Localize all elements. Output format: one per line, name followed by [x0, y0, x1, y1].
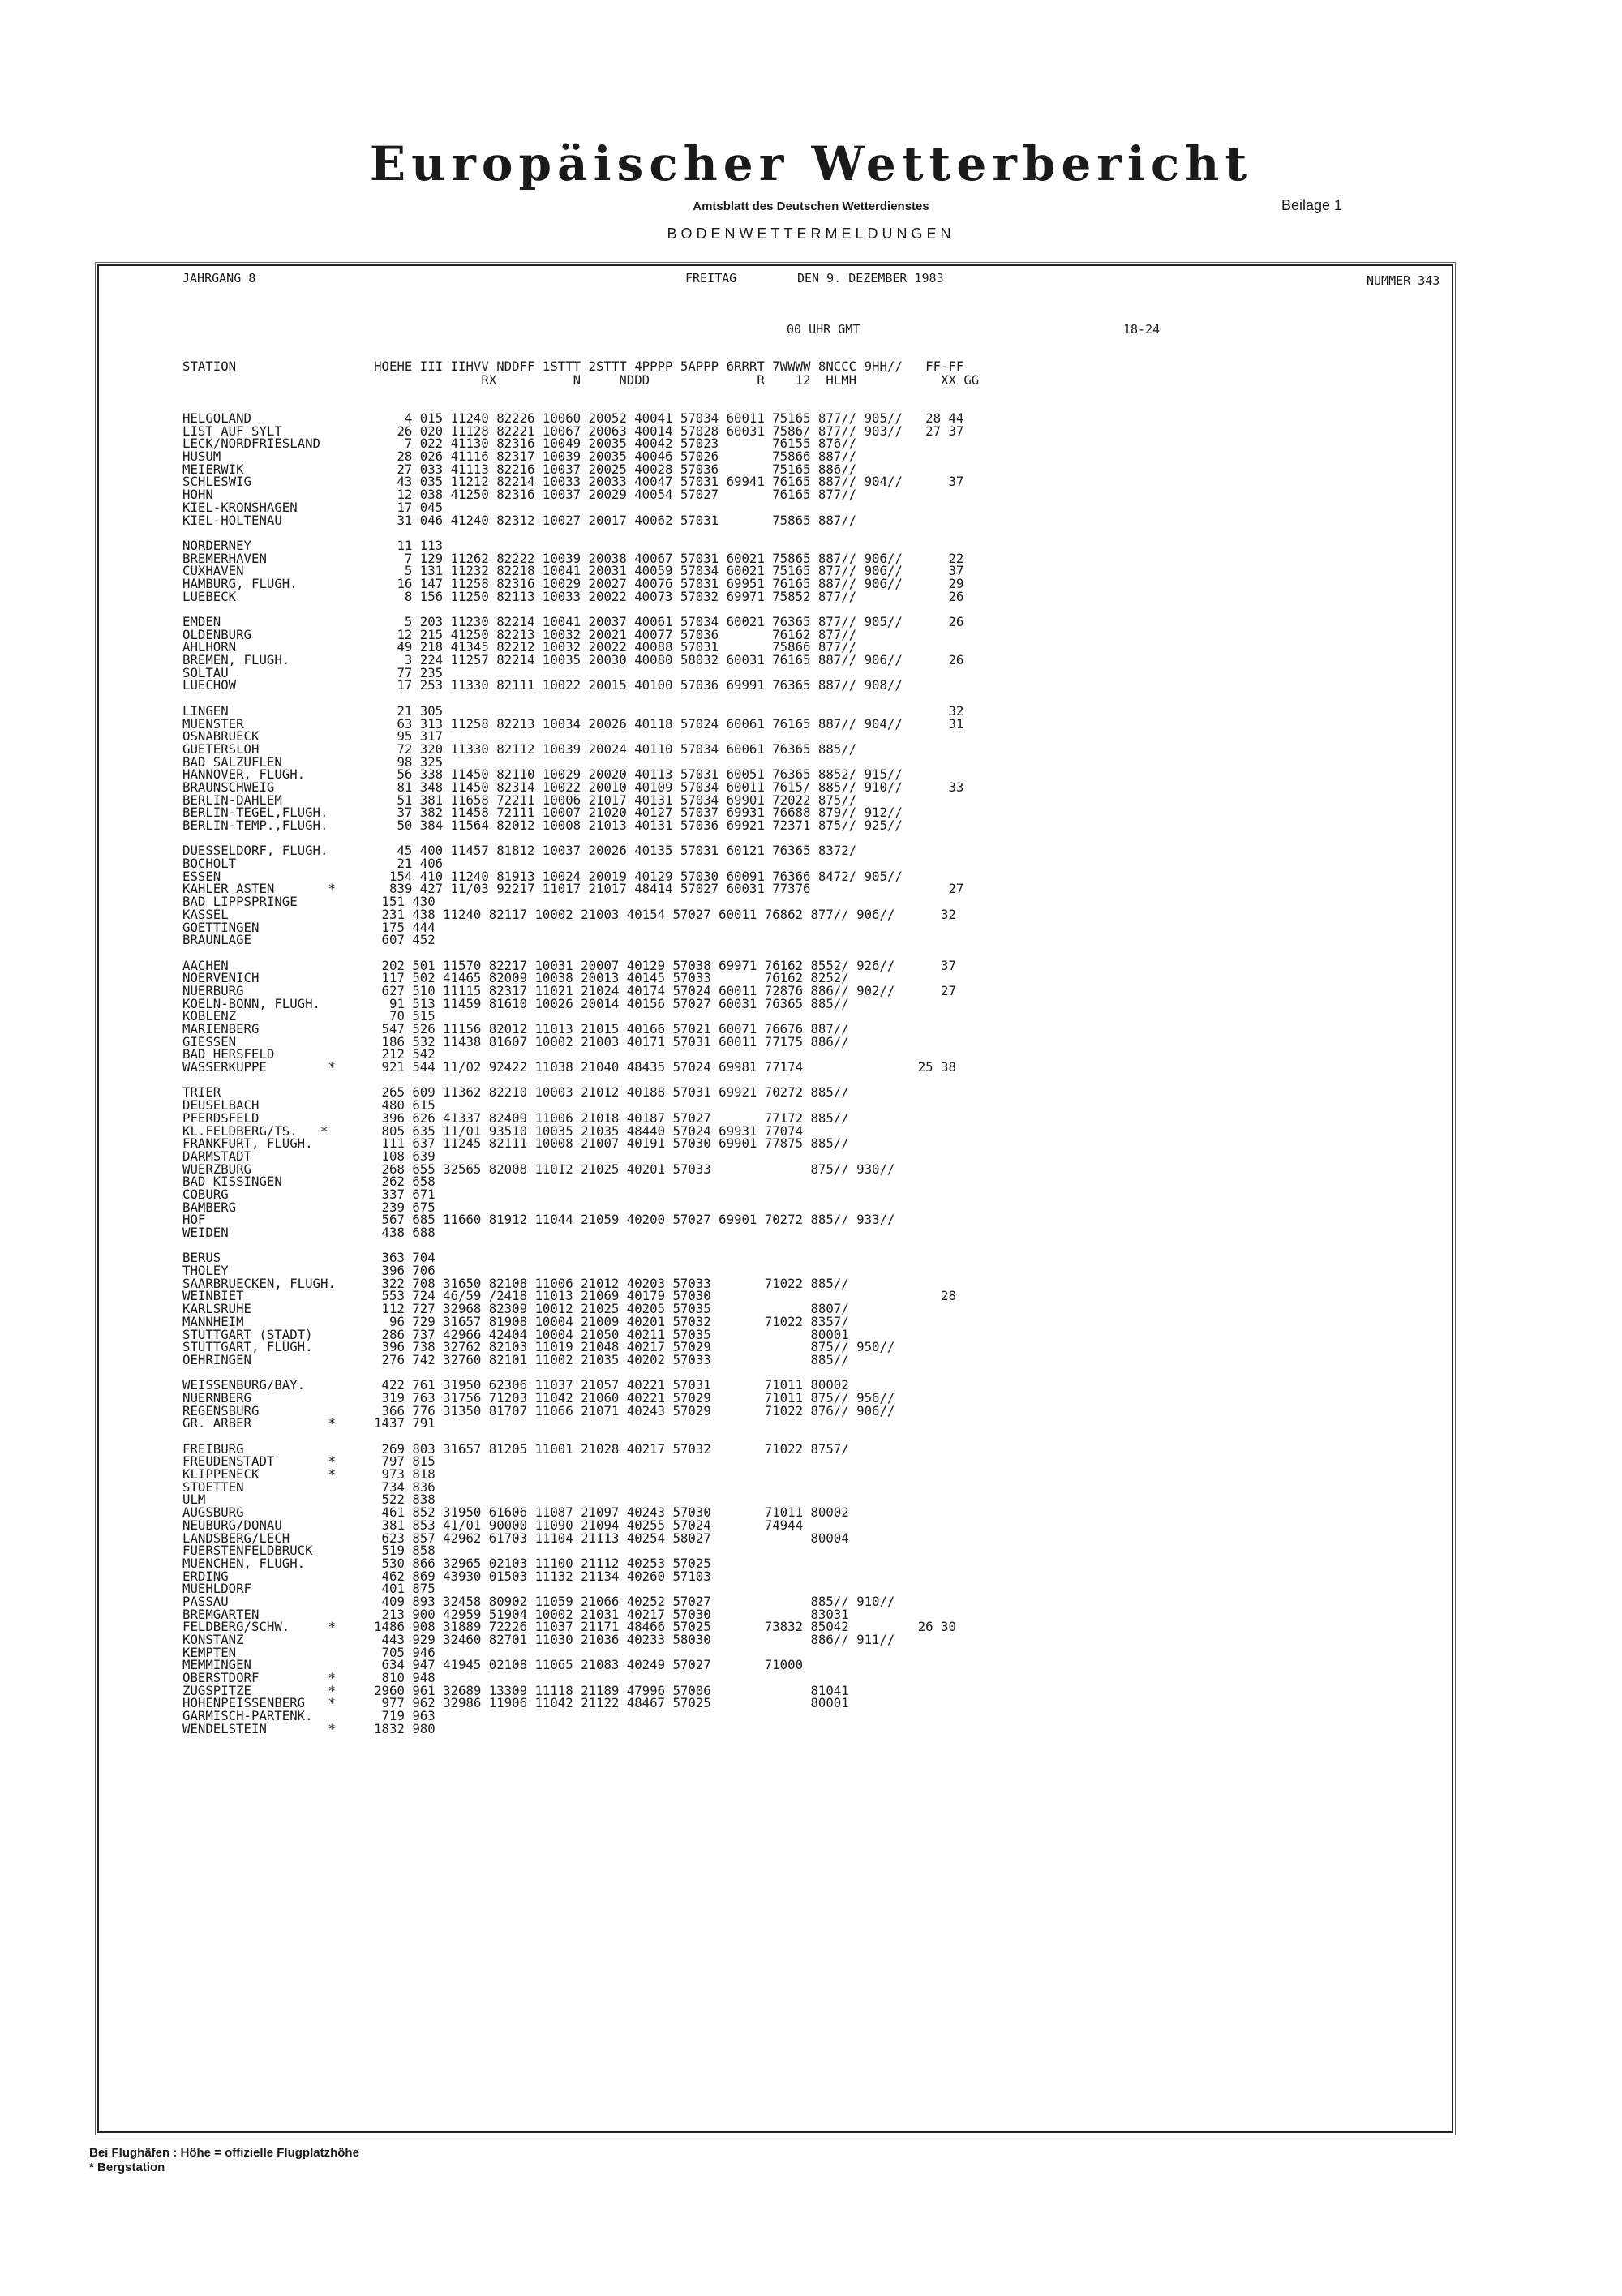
- table-row: BREMEN, FLUGH. 3 224 11257 82214 10035 20030 40080 58032 60031 76165 887// 906// 26: [182, 652, 964, 668]
- table-row: LUECHOW 17 253 11330 82111 10022 20015 40100 57036 69991 76365 887// 908//: [182, 677, 903, 693]
- table-row: DEUSELBACH 480 615: [182, 1097, 436, 1114]
- table-row: GR. ARBER * 1437 791: [182, 1415, 436, 1431]
- table-row: CUXHAVEN 5 131 11232 82218 10041 20031 40059 57034 60021 75165 877// 906// 37: [182, 563, 964, 579]
- table-row: DUESSELDORF, FLUGH. 45 400 11457 81812 10037 20026 40135 57031 60121 76365 8372/: [182, 843, 857, 859]
- table-row: GIESSEN 186 532 11438 81607 10002 21003 40171 57031 60011 77175 886//: [182, 1033, 849, 1049]
- table-row: BAD LIPPSPRINGE 151 430: [182, 894, 436, 910]
- table-row: WEINBIET 553 724 46/59 /2418 11013 21069 40179 57030 28: [182, 1288, 956, 1304]
- table-row: KIEL-KRONSHAGEN 17 045: [182, 499, 444, 515]
- table-row: STUTTGART, FLUGH. 396 738 32762 82103 11019 21048 40217 57029 875// 950//: [182, 1339, 895, 1355]
- table-row: KAHLER ASTEN * 839 427 11/03 92217 11017 21017 48414 57027 60031 77376 27: [182, 881, 964, 897]
- table-row: WEIDEN 438 688: [182, 1225, 436, 1240]
- table-row: EMDEN 5 203 11230 82214 10041 20037 40061 57034 60021 76365 877// 905// 26: [182, 614, 964, 629]
- table-row: BERLIN-TEMP.,FLUGH. 50 384 11564 82012 10008 21013 40131 57036 69921 72371 875// 925//: [182, 818, 903, 833]
- table-row: BERLIN-TEGEL,FLUGH. 37 382 11458 72111 10007 21020 40127 57037 69931 76688 879// 912//: [182, 805, 903, 821]
- station-table: [182, 412, 1431, 1736]
- table-row: AHLHORN 49 218 41345 82212 10032 20022 40088 57031 75866 877//: [182, 639, 857, 655]
- table-row: AUGSBURG 461 852 31950 61606 11087 21097 40243 57030 71011 80002: [182, 1504, 849, 1521]
- table-row: GOETTINGEN 175 444: [182, 919, 436, 935]
- table-row: OBERSTDORF * 810 948: [182, 1670, 436, 1686]
- period-label: 18-24: [1123, 322, 1161, 337]
- table-row: NUERNBERG 319 763 31756 71203 11042 21060 40221 57029 71011 875// 956//: [182, 1389, 895, 1405]
- table-row: SCHLESWIG 43 035 11212 82214 10033 20033 40047 57031 69941 76165 887// 904// 37: [182, 474, 964, 490]
- table-row: KEMPTEN 705 946: [182, 1644, 436, 1660]
- page-title: Europäischer Wetterbericht: [369, 136, 1253, 191]
- table-header-row-1: STATION HOEHE III IIHVV NDDFF 1STTT 2STTT 4PPPP 5APPP 6RRRT 7WWWW 8NCCC 9HH// FF-FF: [182, 358, 964, 374]
- footnote-mountain-station: * Bergstation: [89, 2161, 165, 2174]
- footnote-airport: Bei Flughäfen : Höhe = offizielle Flugplatzhöhe: [89, 2146, 359, 2160]
- observation-time: 00 UHR GMT: [787, 322, 860, 337]
- table-row: HOHENPEISSENBERG * 977 962 32986 11906 11042 21122 48467 57025 80001: [182, 1695, 849, 1711]
- table-row: NORDERNEY 11 113: [182, 537, 444, 553]
- table-row: MANNHEIM 96 729 31657 81908 10004 21009 40201 57032 71022 8357/: [182, 1313, 849, 1329]
- date-label: DEN 9. DEZEMBER 1983: [797, 271, 944, 285]
- table-row: STOETTEN 734 836: [182, 1478, 436, 1495]
- table-header-row-2: RX N NDDD R 12 HLMH XX GG: [182, 372, 980, 388]
- table-row: KIEL-HOLTENAU 31 046 41240 82312 10027 20017 40062 57031 75865 887//: [182, 512, 857, 528]
- table-row: LIST AUF SYLT 26 020 11128 82221 10067 20063 40014 57028 60031 7586/ 877// 903// 27 37: [182, 423, 964, 439]
- table-row: SOLTAU 77 235: [182, 664, 444, 680]
- table-row: PFERDSFELD 396 626 41337 82409 11006 21018 40187 57027 77172 885//: [182, 1109, 849, 1126]
- table-row: WENDELSTEIN * 1832 980: [182, 1720, 436, 1736]
- table-row: FREUDENSTADT * 797 815: [182, 1453, 436, 1470]
- table-row: KASSEL 231 438 11240 82117 10002 21003 40154 57027 60011 76862 877// 906// 32: [182, 906, 956, 922]
- table-row: KARLSRUHE 112 727 32968 82309 10012 21025 40205 57035 8807/: [182, 1301, 849, 1317]
- table-row: LUEBECK 8 156 11250 82113 10033 20022 40073 57032 69971 75852 877// 26: [182, 588, 964, 604]
- table-row: KL.FELDBERG/TS. * 805 635 11/01 93510 10035 21035 48440 57024 69931 77074: [182, 1122, 804, 1139]
- table-row: GARMISCH-PARTENK. 719 963: [182, 1708, 436, 1724]
- table-row: GUETERSLOH 72 320 11330 82112 10039 20024 40110 57034 60061 76365 885//: [182, 740, 857, 757]
- table-row: BREMGARTEN 213 900 42959 51904 10002 21031 40217 57030 83031: [182, 1606, 849, 1622]
- table-row: FELDBERG/SCHW. * 1486 908 31889 72226 11037 21171 48466 57025 73832 85042 26 30: [182, 1619, 956, 1635]
- table-row: MUENSTER 63 313 11258 82213 10034 20026 40118 57024 60061 76165 887// 904// 31: [182, 715, 964, 732]
- table-row: KLIPPENECK * 973 818: [182, 1466, 436, 1483]
- table-row: FREIBURG 269 803 31657 81205 11001 21028 40217 57032 71022 8757/: [182, 1440, 849, 1457]
- table-row: OEHRINGEN 276 742 32760 82101 11002 21035 40202 57033 885//: [182, 1351, 849, 1367]
- table-row: BERLIN-DAHLEM 51 381 11658 72211 10006 21017 40131 57034 69901 72022 875//: [182, 792, 857, 808]
- table-row: FRANKFURT, FLUGH. 111 637 11245 82111 10008 21007 40191 57030 69901 77875 885//: [182, 1135, 849, 1152]
- table-row: KOBLENZ 70 515: [182, 1008, 436, 1024]
- table-row: HUSUM 28 026 41116 82317 10039 20035 40046 57026 75866 887//: [182, 448, 857, 465]
- table-row: NOERVENICH 117 502 41465 82009 10038 20013 40145 57033 76162 8252/: [182, 970, 849, 986]
- table-row: WUERZBURG 268 655 32565 82008 11012 21025 40201 57033 875// 930//: [182, 1161, 895, 1177]
- table-row: LINGEN 21 305 32: [182, 702, 964, 719]
- table-row: THOLEY 396 706: [182, 1263, 436, 1279]
- table-row: HELGOLAND 4 015 11240 82226 10060 20052 40041 57034 60011 75165 877// 905// 28 44: [182, 410, 964, 426]
- table-row: ERDING 462 869 43930 01503 11132 21134 40260 57103: [182, 1568, 711, 1584]
- table-row: OLDENBURG 12 215 41250 82213 10032 20021 40077 57036 76162 877//: [182, 626, 857, 642]
- table-row: BRAUNLAGE 607 452: [182, 932, 436, 948]
- table-row: BAD KISSINGEN 262 658: [182, 1174, 436, 1190]
- table-row: BREMERHAVEN 7 129 11262 82222 10039 20038 40067 57031 60021 75865 887// 906// 22: [182, 550, 964, 566]
- table-row: STUTTGART (STADT) 286 737 42966 42404 10004 21050 40211 57035 80001: [182, 1326, 849, 1342]
- table-row: MEIERWIK 27 033 41113 82216 10037 20025 40028 57036 75165 886//: [182, 461, 857, 477]
- table-row: MEMMINGEN 634 947 41945 02108 11065 21083 40249 57027 71000: [182, 1657, 804, 1673]
- table-row: KOELN-BONN, FLUGH. 91 513 11459 81610 10026 20014 40156 57027 60031 76365 885//: [182, 995, 849, 1011]
- table-row: BAD HERSFELD 212 542: [182, 1046, 436, 1062]
- table-row: LECK/NORDFRIESLAND 7 022 41130 82316 10049 20035 40042 57023 76155 876//: [182, 436, 857, 452]
- weekday-label: FREITAG: [685, 271, 737, 285]
- table-row: ZUGSPITZE * 2960 961 32689 13309 11118 21189 47996 57006 81041: [182, 1682, 849, 1698]
- table-row: BAD SALZUFLEN 98 325: [182, 753, 444, 770]
- table-row: TRIER 265 609 11362 82210 10003 21012 40188 57031 69921 70272 885//: [182, 1084, 849, 1101]
- table-row: KONSTANZ 443 929 32460 82701 11030 21036 40233 58030 886// 911//: [182, 1632, 895, 1647]
- section-heading: BODENWETTERMELDUNGEN: [667, 225, 955, 242]
- table-row: BRAUNSCHWEIG 81 348 11450 82314 10022 20010 40109 57034 60011 7615/ 885// 910// 33: [182, 779, 964, 795]
- table-row: ESSEN 154 410 11240 81913 10024 20019 40129 57030 60091 76366 8472/ 905//: [182, 868, 903, 884]
- table-row: DARMSTADT 108 639: [182, 1148, 436, 1164]
- table-row: HOF 567 685 11660 81912 11044 21059 40200 57027 69901 70272 885// 933//: [182, 1212, 895, 1228]
- issue-number: NUMMER 343: [1367, 273, 1440, 288]
- page-subtitle: Amtsblatt des Deutschen Wetterdienstes: [693, 200, 929, 213]
- volume-label: JAHRGANG 8: [182, 271, 256, 285]
- table-row: PASSAU 409 893 32458 80902 11059 21066 40252 57027 885// 910//: [182, 1593, 895, 1609]
- supplement-label: Beilage 1: [1281, 197, 1343, 213]
- table-row: BAMBERG 239 675: [182, 1199, 436, 1215]
- table-row: WASSERKUPPE * 921 544 11/02 92422 11038 21040 48435 57024 69981 77174 25 38: [182, 1059, 956, 1075]
- table-row: HAMBURG, FLUGH. 16 147 11258 82316 10029 20027 40076 57031 69951 76165 887// 906// 29: [182, 575, 964, 591]
- table-row: FUERSTENFELDBRUCK 519 858: [182, 1543, 436, 1559]
- table-row: MUEHLDORF 401 875: [182, 1581, 436, 1597]
- table-row: BERUS 363 704: [182, 1250, 436, 1266]
- table-row: HANNOVER, FLUGH. 56 338 11450 82110 10029 20020 40113 57031 60051 76365 8852/ 915//: [182, 766, 903, 783]
- table-row: MUENCHEN, FLUGH. 530 866 32965 02103 11100 21112 40253 57025: [182, 1555, 711, 1571]
- table-row: COBURG 337 671: [182, 1186, 436, 1202]
- table-row: ULM 522 838: [182, 1491, 436, 1508]
- table-row: NEUBURG/DONAU 381 853 41/01 90000 11090 21094 40255 57024 74944: [182, 1517, 804, 1533]
- table-row: REGENSBURG 366 776 31350 81707 11066 21071 40243 57029 71022 876// 906//: [182, 1402, 895, 1418]
- table-row: OSNABRUECK 95 317: [182, 728, 444, 745]
- table-row: BOCHOLT 21 406: [182, 856, 444, 872]
- table-row: WEISSENBURG/BAY. 422 761 31950 62306 11037 21057 40221 57031 71011 80002: [182, 1377, 849, 1393]
- table-row: LANDSBERG/LECH 623 857 42962 61703 11104 21113 40254 58027 80004: [182, 1530, 849, 1546]
- table-row: NUERBURG 627 510 11115 82317 11021 21024 40174 57024 60011 72876 886// 902// 27: [182, 982, 956, 998]
- table-row: MARIENBERG 547 526 11156 82012 11013 21015 40166 57021 60071 76676 887//: [182, 1021, 849, 1036]
- table-row: HOHN 12 038 41250 82316 10037 20029 40054 57027 76165 877//: [182, 487, 857, 503]
- table-row: SAARBRUECKEN, FLUGH. 322 708 31650 82108 11006 21012 40203 57033 71022 885//: [182, 1275, 849, 1291]
- table-row: AACHEN 202 501 11570 82217 10031 20007 40129 57038 69971 76162 8552/ 926// 37: [182, 957, 956, 973]
